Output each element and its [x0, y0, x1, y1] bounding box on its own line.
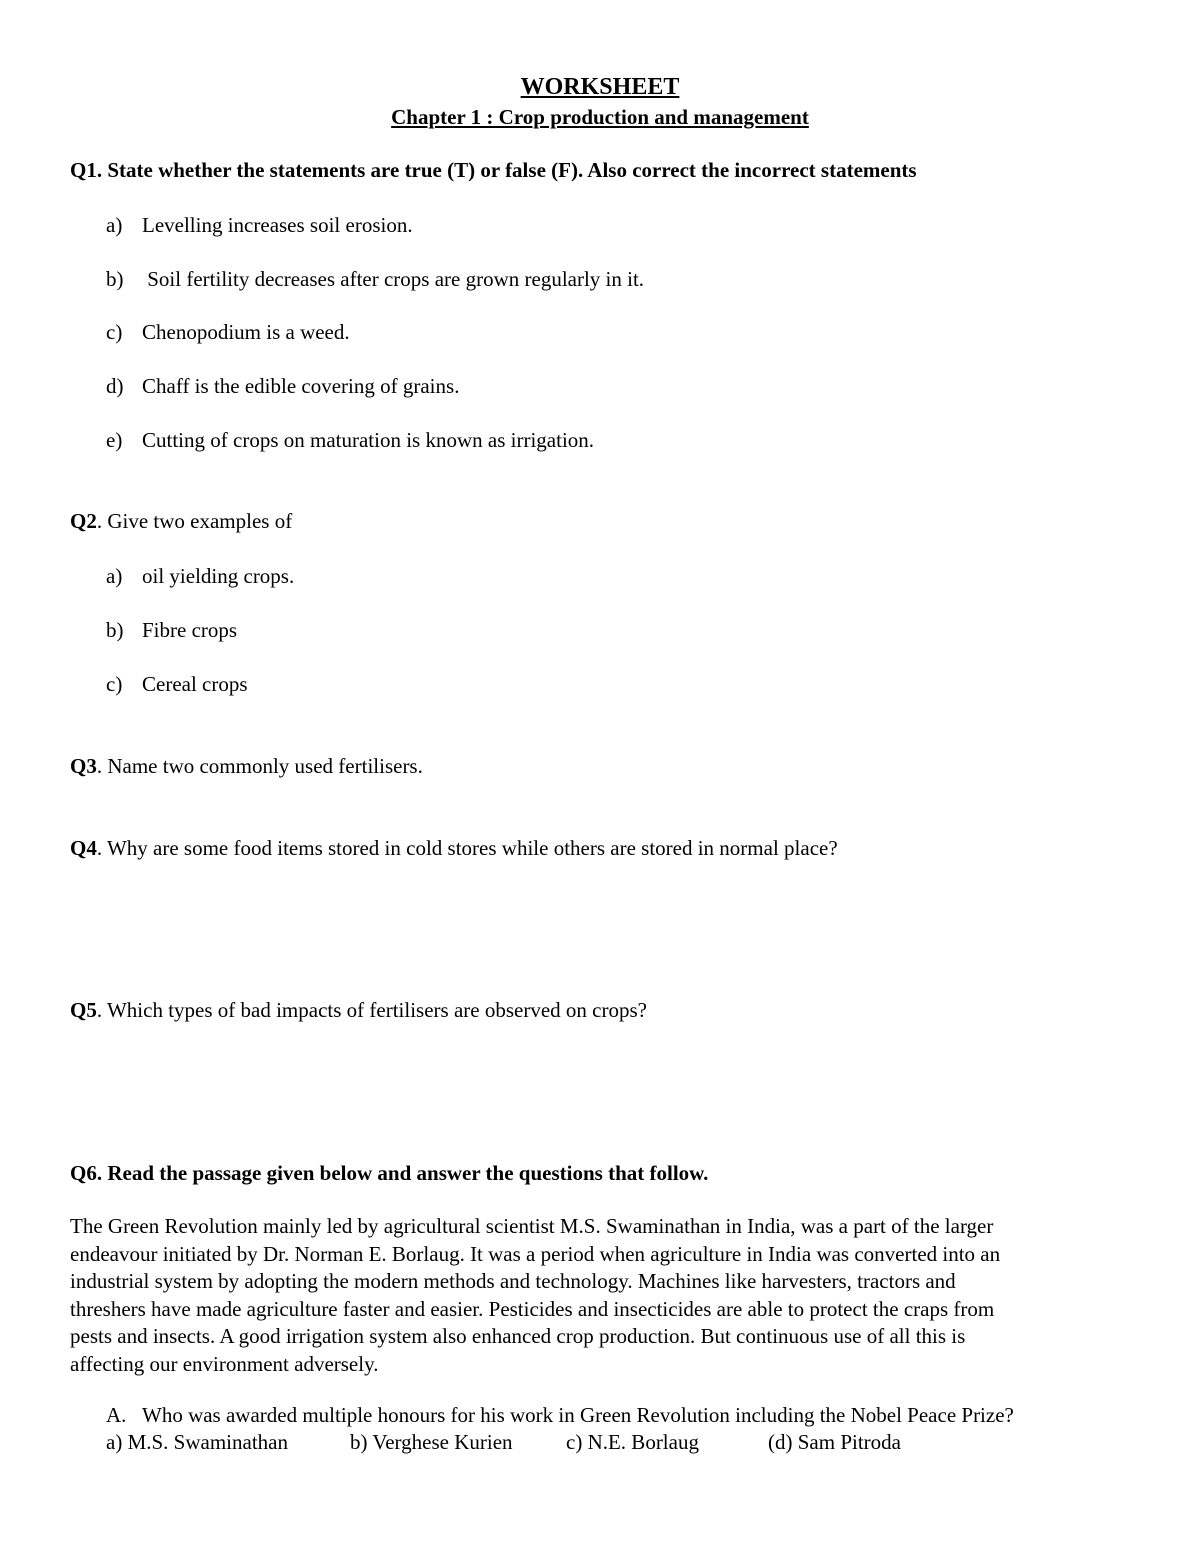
- option-c: c) N.E. Borlaug: [566, 1430, 699, 1454]
- q1-item-e: [106, 427, 594, 454]
- passage-line: The Green Revolution mainly led by agricultural scientist M.S. Swaminathan in India, was a part of the larger: [70, 1214, 994, 1238]
- q2-item-a: [106, 563, 294, 590]
- item-letter: c): [106, 320, 123, 344]
- q2-text: . Give two examples of: [96, 509, 293, 533]
- item-text: Cereal crops: [142, 672, 248, 696]
- q2-label: Q2: [70, 509, 97, 533]
- item-text: Cutting of crops on maturation is known as irrigation.: [142, 428, 595, 452]
- q5-label: Q5: [70, 998, 97, 1022]
- passage-line: endeavour initiated by Dr. Norman E. Borlaug. It was a period when agriculture in India was converted into an: [70, 1241, 1001, 1266]
- item-text: Fibre crops: [142, 618, 238, 642]
- item-letter: d): [106, 374, 124, 398]
- q6-sub-question-a: [106, 1402, 1014, 1429]
- item-letter: e): [106, 428, 123, 452]
- q1-item-a: [106, 212, 413, 239]
- option-a: a) M.S. Swaminathan: [106, 1430, 288, 1454]
- item-text: Chaff is the edible covering of grains.: [142, 374, 460, 398]
- chapter-subtitle: Chapter 1 : Crop production and management: [391, 105, 809, 129]
- sub-question-text: Who was awarded multiple honours for his work in Green Revolution including the Nobel Peace Prize?: [142, 1403, 1014, 1427]
- item-text: Chenopodium is a weed.: [142, 320, 350, 344]
- q3-label: Q3: [70, 754, 97, 778]
- item-letter: a): [106, 564, 123, 588]
- q4-text: . Why are some food items stored in cold stores while others are stored in normal place?: [96, 836, 838, 860]
- q1-item-b: [106, 266, 644, 293]
- passage-line: industrial system by adopting the modern methods and technology. Machines like harvesters, tractors and: [70, 1269, 956, 1293]
- worksheet-title: WORKSHEET: [520, 74, 680, 100]
- q6-options: [106, 1429, 901, 1456]
- q4-label: Q4: [70, 836, 97, 860]
- option-d: (d) Sam Pitroda: [768, 1430, 901, 1454]
- item-text: Levelling increases soil erosion.: [142, 213, 413, 237]
- passage-line: threshers have made agriculture faster and easier. Pesticides and insecticides are able to protect the craps from: [70, 1296, 995, 1321]
- item-letter: a): [106, 213, 123, 237]
- q2-prompt: [70, 508, 292, 535]
- q3-prompt: [70, 753, 423, 780]
- passage-line: pests and insects. A good irrigation system also enhanced crop production. But continuous use of all this is: [70, 1324, 966, 1348]
- q6-passage: [70, 1213, 1130, 1378]
- item-letter: c): [106, 672, 123, 696]
- q3-text: . Name two commonly used fertilisers.: [96, 754, 423, 778]
- item-text: Soil fertility decreases after crops are grown regularly in it.: [142, 267, 645, 291]
- sub-question-letter: A.: [106, 1403, 127, 1427]
- q6-prompt: Q6. Read the passage given below and answer the questions that follow.: [70, 1161, 709, 1185]
- passage-line: affecting our environment adversely.: [70, 1351, 379, 1376]
- option-b: b) Verghese Kurien: [350, 1430, 513, 1454]
- item-letter: b): [106, 618, 124, 642]
- q5-text: . Which types of bad impacts of fertilisers are observed on crops?: [96, 998, 647, 1022]
- q2-item-b: [106, 617, 237, 644]
- q1-prompt: Q1. State whether the statements are true (T) or false (F). Also correct the incorrect statements: [70, 158, 917, 182]
- q1-item-c: [106, 319, 350, 346]
- q5-prompt: [70, 997, 647, 1024]
- q2-item-c: [106, 671, 248, 698]
- q4-prompt: [70, 835, 838, 862]
- item-letter: b): [106, 267, 124, 291]
- item-text: oil yielding crops.: [142, 564, 295, 588]
- q1-item-d: [106, 373, 459, 400]
